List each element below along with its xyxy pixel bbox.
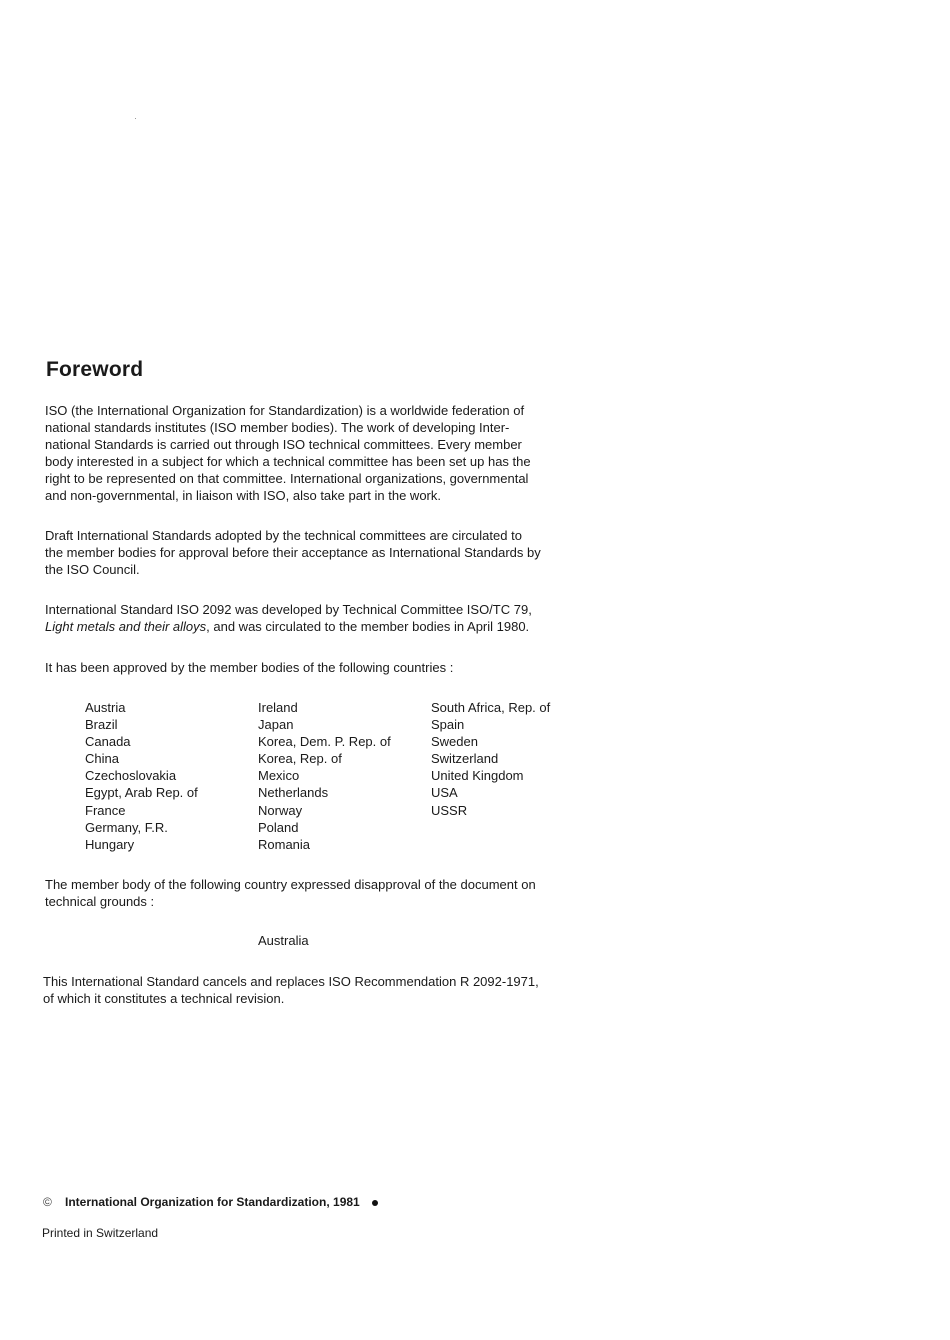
text-line: body interested in a subject for which a technical committee has been set up has the	[45, 454, 531, 469]
text-line: Draft International Standards adopted by the technical committees are circulated to	[45, 528, 522, 543]
country-item: Korea, Dem. P. Rep. of	[258, 734, 391, 750]
printed-note: Printed in Switzerland	[42, 1226, 159, 1240]
country-item: Czechoslovakia	[85, 768, 177, 784]
country-item: USA	[431, 785, 458, 801]
committee-title: Light metals and their alloys	[45, 619, 207, 634]
country-item: Romania	[258, 836, 311, 852]
cancellation-note	[43, 973, 573, 1007]
paragraph-iso-intro	[45, 402, 575, 504]
text-line: ISO (the International Organization for Standardization) is a worldwide federation of	[45, 403, 525, 418]
text-line: right to be represented on that committee. International organizations, governmental	[45, 471, 529, 486]
copyright-icon: ©	[43, 1195, 52, 1209]
country-item: Egypt, Arab Rep. of	[85, 785, 198, 801]
country-item: Hungary	[85, 836, 135, 852]
country-item: United Kingdom	[431, 768, 524, 784]
country-item: Norway	[258, 802, 303, 818]
country-column-1	[85, 699, 198, 853]
text-line: The member body of the following country expressed disapproval of the document on	[45, 877, 536, 892]
country-item: USSR	[431, 802, 468, 818]
paragraph-development	[45, 601, 575, 635]
country-item: Japan	[258, 717, 294, 733]
text-line: the ISO Council.	[45, 562, 140, 577]
country-item: Germany, F.R.	[85, 819, 168, 835]
copyright-organization: International Organization for Standardization,	[65, 1195, 330, 1209]
country-item: China	[85, 751, 119, 767]
text-fragment: , and was circulated to the member bodies in April 1980.	[206, 619, 530, 634]
text-line: This International Standard cancels and replaces ISO Recommendation R 2092-1971,	[43, 974, 539, 989]
country-item: Korea, Rep. of	[258, 751, 342, 767]
text-line: technical grounds :	[45, 894, 155, 909]
text-line: and non-governmental, in liaison with ISO, also take part in the work.	[45, 488, 441, 503]
country-item: Austria	[85, 700, 126, 715]
country-item: Brazil	[85, 717, 118, 733]
country-item: Spain	[431, 717, 465, 733]
country-item: France	[85, 802, 126, 818]
country-item: South Africa, Rep. of	[431, 700, 551, 715]
country-item: Poland	[258, 819, 299, 835]
text-line: national standards institutes (ISO member bodies). The work of developing Inter-	[45, 420, 510, 435]
country-item: Sweden	[431, 734, 478, 750]
text-line	[45, 618, 575, 635]
text-line: national Standards is carried out through ISO technical committees. Every member	[45, 437, 522, 452]
country-column-3	[431, 699, 550, 819]
disapproval-intro	[45, 876, 575, 910]
text-line: the member bodies for approval before their acceptance as International Standards by	[45, 545, 541, 560]
country-item: Switzerland	[431, 751, 499, 767]
copyright-year: 1981	[333, 1195, 360, 1209]
copyright-line	[43, 1195, 378, 1209]
disapproving-country: Australia	[258, 933, 309, 948]
approval-intro: It has been approved by the member bodies of the following countries :	[45, 660, 454, 675]
page-title: Foreword	[46, 358, 144, 381]
text-line: of which it constitutes a technical revision.	[43, 991, 285, 1006]
country-item: Mexico	[258, 768, 300, 784]
text-line: International Standard ISO 2092 was developed by Technical Committee ISO/TC 79,	[45, 602, 532, 617]
scan-speck	[135, 118, 136, 119]
country-item: Ireland	[258, 700, 298, 715]
country-item: Canada	[85, 734, 131, 750]
bullet-icon	[372, 1200, 378, 1206]
paragraph-draft-standards	[45, 527, 575, 578]
country-item: Netherlands	[258, 785, 329, 801]
country-column-2	[258, 699, 391, 853]
